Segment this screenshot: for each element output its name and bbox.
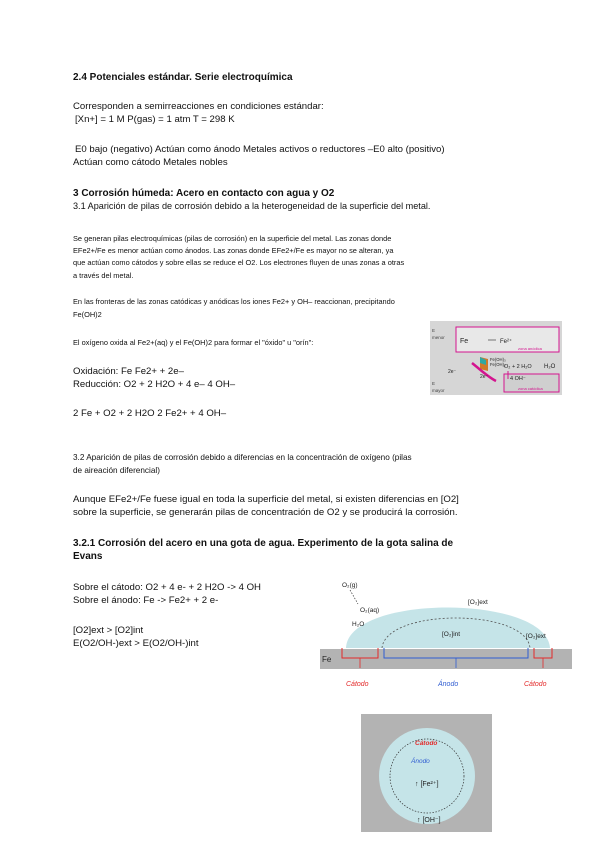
label-zona-catodica: zona catódica <box>518 386 543 391</box>
label-mayor: mayor <box>432 388 445 393</box>
label-menor: menor <box>432 335 445 340</box>
label-anodo: Ánodo <box>411 758 430 765</box>
equation-anode: Sobre el ánodo: Fe -> Fe2+ + 2 e- <box>73 595 219 606</box>
figure-corrosion-cell <box>430 321 562 395</box>
equation-cathode: Sobre el cátodo: O2 + 4 e- + 2 H2O -> 4 OH <box>73 582 261 593</box>
equation-reduction: Reducción: O2 + 2 H2O + 4 e– 4 OH– <box>73 379 236 390</box>
label-o2-int: [O₂]int <box>442 631 461 638</box>
equation-overall: 2 Fe + O2 + 2 H2O 2 Fe2+ + 4 OH– <box>73 408 227 419</box>
text-line: El oxígeno oxida al Fe2+(aq) y el Fe(OH)2 para formar el "óxido" u "orín": <box>73 338 314 347</box>
label-4oh: 4 OH⁻ <box>510 376 526 382</box>
inequality-concentration: [O2]ext > [O2]int <box>73 625 144 636</box>
label-catodo: Cátodo <box>415 740 438 747</box>
subheading-3-2: de aireación diferencial) <box>73 466 160 475</box>
label-fe: Fe <box>460 338 469 345</box>
oxygen-diffusion-arrow <box>350 590 358 604</box>
label-oh-conc: ↑ [OH⁻] <box>417 817 441 824</box>
heading-3: 3 Corrosión húmeda: Acero en contacto con agua y O2 <box>73 188 335 199</box>
text-line: Corresponden a semirreacciones en condiciones estándar: <box>73 101 324 112</box>
text-line: En las fronteras de las zonas catódicas y anódicas los iones Fe2+ y OH– reaccionan, precipitando <box>73 297 395 306</box>
heading-3-2-1: Evans <box>73 551 103 562</box>
label-feoh2: Fe(OH)₂ <box>490 362 506 367</box>
label-anodo: Ánodo <box>438 681 459 688</box>
text-line: Se generan pilas electroquímicas (pilas de corrosión) en la superficie del metal. Las zonas donde <box>73 234 392 243</box>
label-fe2: Fe²⁺ <box>500 339 513 345</box>
label-o2-h2o: O₂ + 2 H₂O <box>504 364 532 370</box>
label-catodo-right: Cátodo <box>524 681 547 688</box>
inequality-potential: E(O2/OH-)ext > E(O2/OH-)int <box>73 638 199 649</box>
label-h2o: H₂O <box>352 621 365 628</box>
label-o2-gas: O₂(g) <box>342 582 358 589</box>
text-line: Actúan como cátodo Metales nobles <box>73 157 228 168</box>
text-line: [Xn+] = 1 M P(gas) = 1 atm T = 298 K <box>75 114 235 125</box>
subheading-3-1: 3.1 Aparición de pilas de corrosión debido a la heterogeneidad de la superficie del metal. <box>73 201 431 211</box>
label-2e-left: 2e⁻ <box>448 369 457 375</box>
subheading-3-2: 3.2 Aparición de pilas de corrosión debido a diferencias en la concentración de oxígeno (pilas <box>73 453 412 462</box>
equation-oxidation: Oxidación: Fe Fe2+ + 2e– <box>73 366 184 377</box>
text-line: E0 bajo (negativo) Actúan como ánodo Metales activos o reductores –E0 alto (positivo) <box>75 144 445 155</box>
label-e: E <box>432 328 436 333</box>
label-zona-anodica: zona anódica <box>518 346 542 351</box>
label-h2o: H₂O <box>544 364 556 370</box>
label-o2-ext: [O₂]ext <box>468 599 488 606</box>
text-line: que actúan como cátodos y sobre ellas se reduce el O2. Los electrones fluyen de unas zonas a otras <box>73 258 405 267</box>
text-line: Aunque EFe2+/Fe fuese igual en toda la superficie del metal, si existen diferencias en [O2] <box>73 494 459 505</box>
heading-2-4: 2.4 Potenciales estándar. Serie electroquímica <box>73 72 293 83</box>
label-catodo-left: Cátodo <box>346 681 369 688</box>
text-line: a través del metal. <box>73 271 134 280</box>
figure-evans-drop <box>320 574 572 694</box>
label-e: E <box>432 381 436 386</box>
figure-evans-top-view <box>361 714 492 832</box>
label-fe: Fe <box>322 655 332 664</box>
label-o2-ext-right: [O₂]ext <box>526 633 546 640</box>
text-line: EFe2+/Fe es menor actúan como ánodos. Las zonas donde EFe2+/Fe es mayor no se alteran, ya <box>73 246 394 255</box>
label-feoh3: Fe(OH)₃ <box>490 357 506 362</box>
text-line: sobre la superficie, se generarán pilas de concentración de O2 y se producirá la corrosión. <box>73 507 458 518</box>
label-o2-aq: O₂(aq) <box>360 607 380 614</box>
label-2e-mid: 2e⁻ <box>480 374 489 380</box>
heading-3-2-1: 3.2.1 Corrosión del acero en una gota de agua. Experimento de la gota salina de <box>73 538 454 549</box>
text-line: Fe(OH)2 <box>73 310 102 319</box>
label-fe2-conc: ↑ [Fe²⁺] <box>415 781 439 788</box>
